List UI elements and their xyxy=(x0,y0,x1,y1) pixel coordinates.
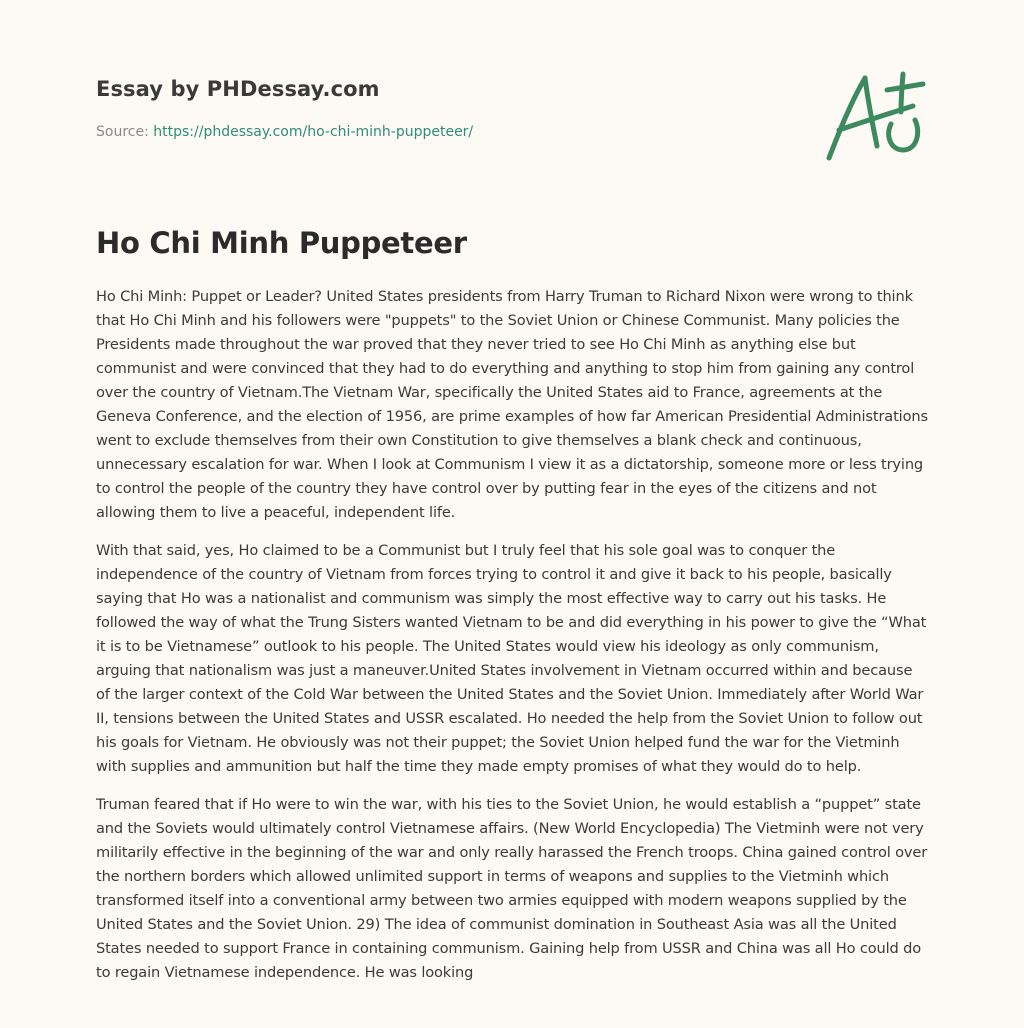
essay-paragraph: With that said, yes, Ho claimed to be a Communist but I truly feel that his sole goal was to conquer the independence of the country of Vietnam from forces trying to control it and give it back to his people, basically saying that Ho was a nationalist and communism was simply the most effective way to carry out his tasks. He followed the way of what the Trung Sisters wanted Vietnam to be and did everything in his power to give the “What it is to be Vietnamese” outlook to his people. The United States would view his ideology as only communism, arguing that nationalism was just a maneuver.United States involvement in Vietnam occurred within and because of the larger context of the Cold War between the United States and the Soviet Union. Immediately after World War II, tensions between the United States and USSR escalated. Ho needed the help from the Soviet Union to follow out his goals for Vietnam. He obviously was not their puppet; the Soviet Union helped fund the war for the Vietminh with supplies and ammunition but half the time they made empty promises of what they would do to help. xyxy=(96,542,927,775)
source-link[interactable]: https://phdessay.com/ho-chi-minh-puppeteer/ xyxy=(153,124,474,140)
essay-paragraph: Ho Chi Minh: Puppet or Leader? United States presidents from Harry Truman to Richard Nixon were wrong to think that Ho Chi Minh and his followers were "puppets" to the Soviet Union or Chinese Communist. Many policies the Presidents made throughout the war proved that they never tried to see Ho Chi Minh as anything else but communist and were convinced that they had to do everything and anything to stop him from gaining any control over the country of Vietnam.The Vietnam War, specifically the United States aid to France, agreements at the Geneva Conference, and the election of 1956, are prime examples of how far American Presidential Administrations went to exclude themselves from their own Constitution to give themselves a blank check and continuous, unnecessary escalation for war. When I look at Communism I view it as a dictatorship, someone more or less trying to control the people of the country they have control over by putting fear in the eyes of the citizens and not allowing them to live a peaceful, independent life. xyxy=(96,288,928,521)
source-label: Source: xyxy=(96,124,154,140)
essay-paragraph: Truman feared that if Ho were to win the war, with his ties to the Soviet Union, he would establish a “puppet” state and the Soviets would ultimately control Vietnamese affairs. (New World Encyclopedia) The Vietminh were not very militarily effective in the beginning of the war and only really harassed the French troops. China gained control over the northern borders which allowed unlimited support in terms of weapons and supplies to the Vietminh which transformed itself into a conventional army between two armies equipped with modern weapons supplied by the United States and the Soviet Union. 29) The idea of communist domination in Southeast Asia was all the United States needed to support France in containing communism. Gaining help from USSR and China was all Ho could do to regain Vietnamese independence. He was looking xyxy=(96,796,928,981)
essay-body xyxy=(96,285,928,999)
source-line xyxy=(96,124,473,140)
site-title: Essay by PHDessay.com xyxy=(96,77,380,101)
essay-title: Ho Chi Minh Puppeteer xyxy=(96,226,467,260)
a-plus-grade-logo-icon xyxy=(821,66,931,166)
